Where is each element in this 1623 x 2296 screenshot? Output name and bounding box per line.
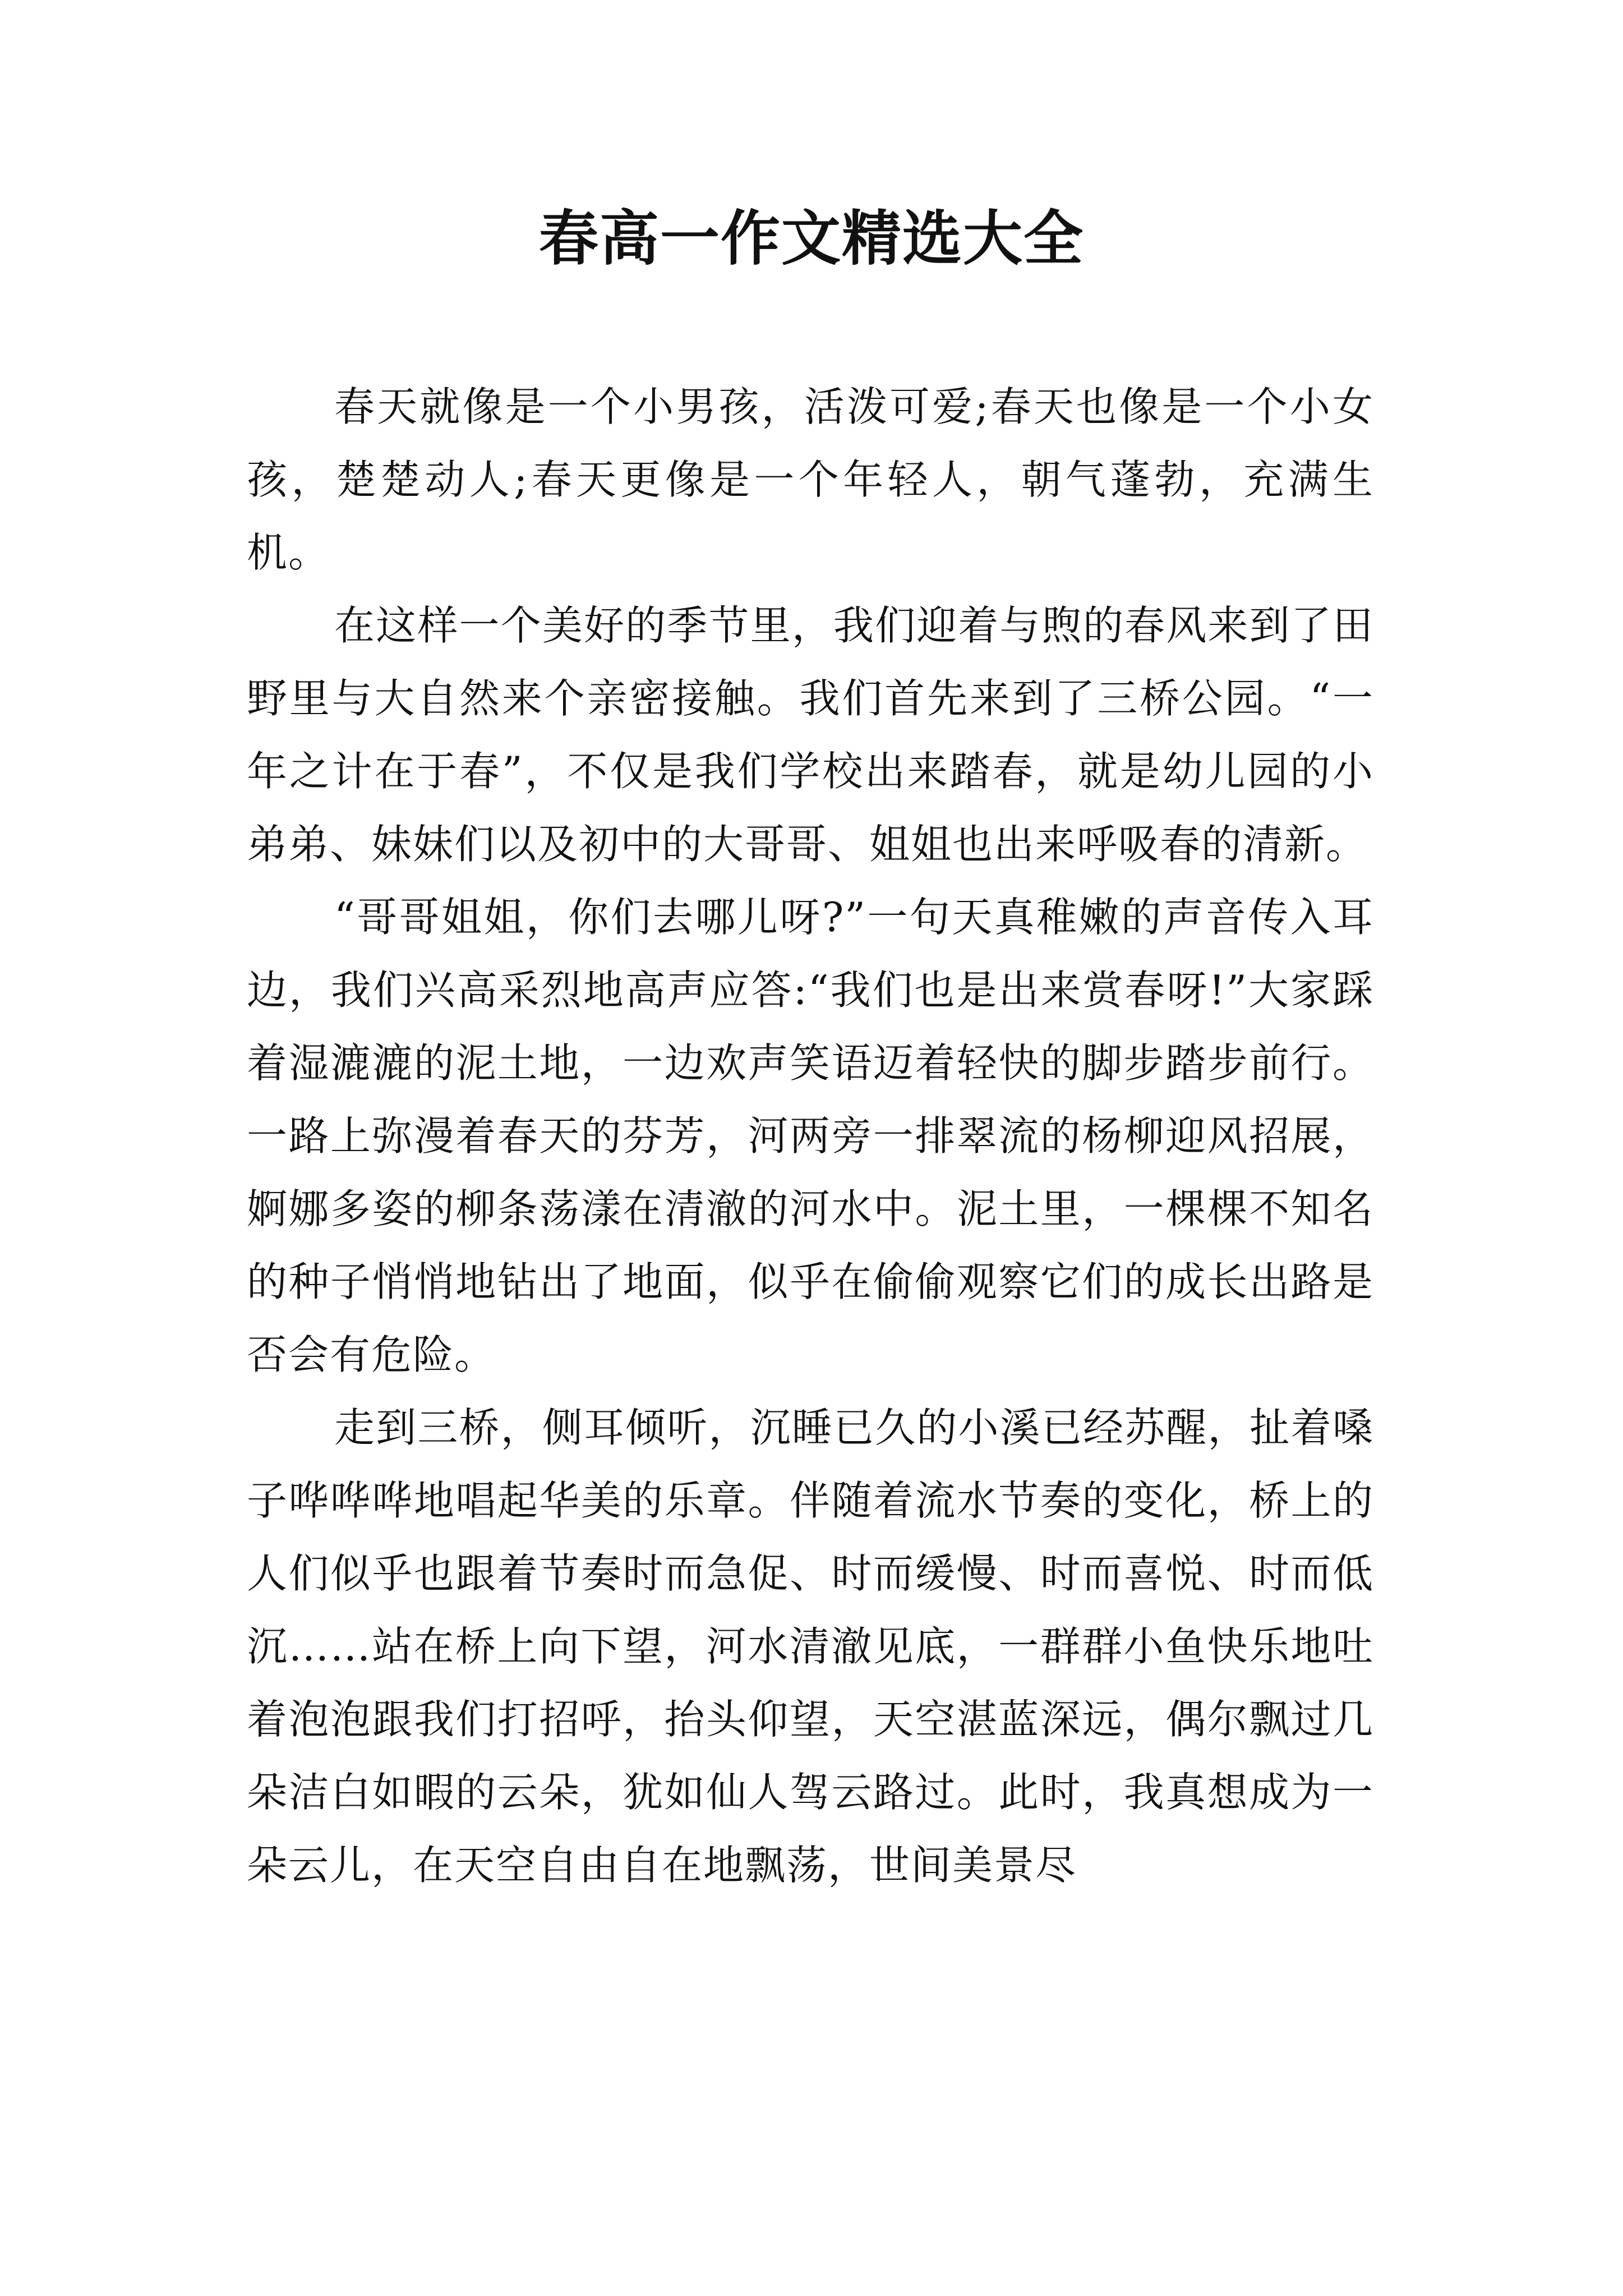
paragraph-2: 在这样一个美好的季节里，我们迎着与煦的春风来到了田野里与大自然来个亲密接触。我们首先来到了三桥公园。“一年之计在于春”，不仅是我们学校出来踏春，就是幼儿园的小弟弟、妹妹们以及初中的大哥哥、姐姐也出来呼吸春的清新。	[247, 602, 1374, 868]
document-body	[247, 370, 1374, 1902]
paragraph-1: 春天就像是一个小男孩，活泼可爱;春天也像是一个小女孩，楚楚动人;春天更像是一个年轻人，朝气蓬勃，充满生机。	[247, 383, 1374, 576]
paragraph-4: 走到三桥，侧耳倾听，沉睡已久的小溪已经苏醒，扯着嗓子哗哗哗地唱起华美的乐章。伴随着流水节奏的变化，桥上的人们似乎也跟着节奏时而急促、时而缓慢、时而喜悦、时而低沉……站在桥上向下望，河水清澈见底，一群群小鱼快乐地吐着泡泡跟我们打招呼，抬头仰望，天空湛蓝深远，偶尔飘过几朵洁白如暇的云朵，犹如仙人驾云路过。此时，我真想成为一朵云儿，在天空自由自在地飘荡，世间美景尽	[247, 1404, 1374, 1889]
paragraph-3: “哥哥姐姐，你们去哪儿呀?”一句天真稚嫩的声音传入耳边，我们兴高采烈地高声应答:“我们也是出来赏春呀!”大家踩着湿漉漉的泥土地，一边欢声笑语迈着轻快的脚步踏步前行。一路上弥漫着春天的芬芳，河两旁一排翠流的杨柳迎风招展，婀娜多姿的柳条荡漾在清澈的河水中。泥土里，一棵棵不知名的种子悄悄地钻出了地面，似乎在偷偷观察它们的成长出路是否会有危险。	[247, 894, 1374, 1378]
document-title: 春高一作文精选大全	[539, 203, 1084, 273]
